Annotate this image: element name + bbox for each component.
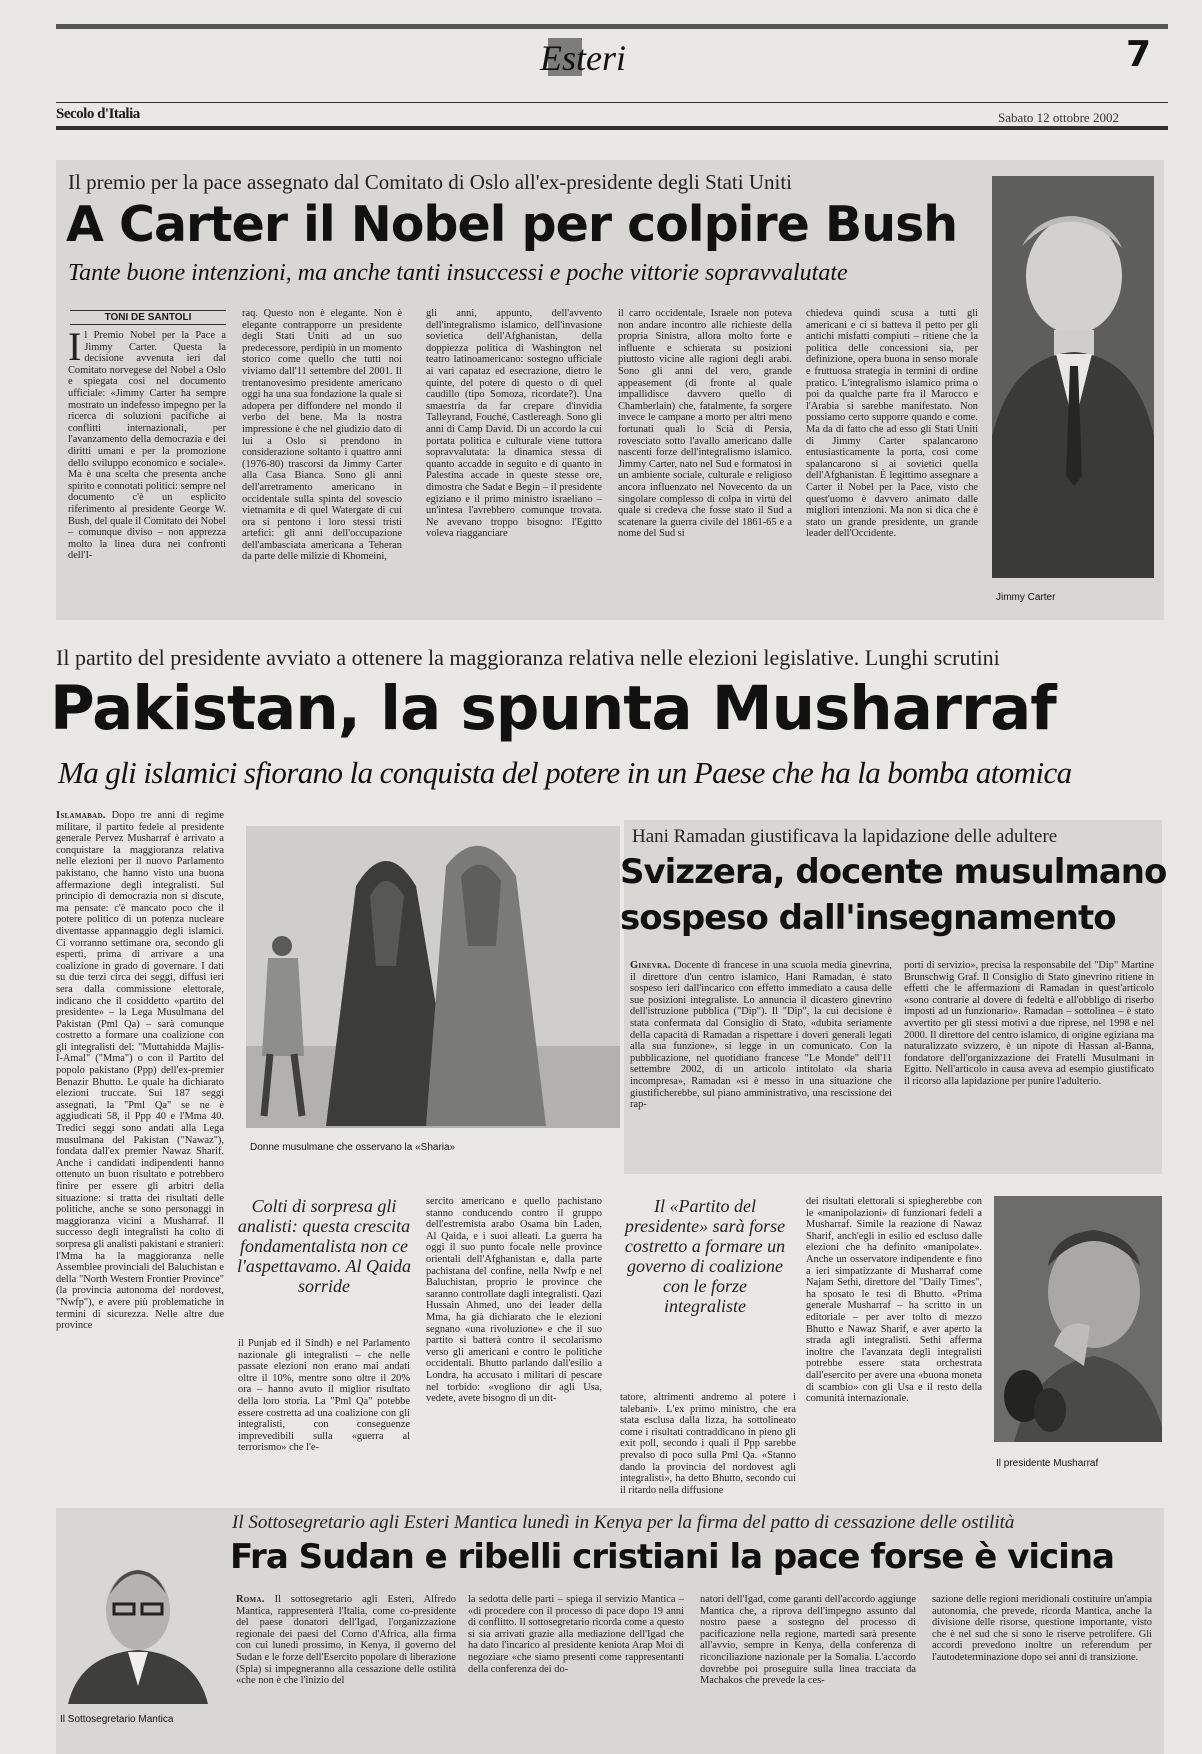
carter-headline: A Carter il Nobel per colpire Bush xyxy=(66,196,958,253)
svizzera-headline-line-2: sospeso dall'insegnamento xyxy=(620,898,1116,938)
svizzera-col2-text: porti di servizio», precisa la responsabile del "Dip" Martine Brunschwig Graf. Il Consiglio di Stato ginevrino ritiene in effetti che le affermazioni di Ramadan in quest'articolo «sono contrarie al dovere di fedeltà e all'obbligo di riserbo imposti ad un funzionario». Ramadan – sottolinea – è stato avvertito per gli stessi motivi a due riprese, nel 1998 e nel 2000. Il direttore del centro islamico, di origine egiziana ma naturalizzato svizzero, è un nipote di Hassan al-Banna, fondatore dell'organizzazione dei Fratelli Musulmani in Egitto. Nell'articolo in causa aveva ad esempio giustificato il ricorso alla lapidazione per punire l'adulterio. xyxy=(904,960,1154,1087)
pakistan-kicker: Il partito del presidente avviato a ottenere la maggioranza relativa nelle elezioni legislative. Lunghi scrutini xyxy=(56,645,1000,670)
masthead-rule-bottom xyxy=(56,126,1168,130)
carter-column-1 xyxy=(68,330,226,606)
sudan-column-3 xyxy=(700,1594,916,1744)
sudan-col4-text: sazione delle regioni meridionali costituire un'ampia autonomia, che prevede, ricorda Mantica, anche la divisione delle risorse, questione importante, visto che è nel sud che si sono le riserve petrolifere. Gli accordi prevedono inoltre un referendum per l'autodeterminazione dopo sei anni di transizione. xyxy=(932,1594,1152,1663)
svizzera-column-1 xyxy=(630,960,892,1160)
svizzera-column-2 xyxy=(904,960,1154,1160)
sudan-dateline: Roma. xyxy=(236,1594,265,1605)
carter-col5-text: chiedeva quindi scusa a tutti gli americani e ci si batteva il petto per gli antichi misfatti compiuti – ritiene che la politica delle concessioni sia, per definizione, opera buona in senso morale e fruttuosa strategia in termini di ordine pratico. L'integralismo islamico prima o poi da qualche parte fra il Marocco e l'Arabia si sarebbe manifestato. Non possiamo certo supporre quando e come. Ma da di fatto che ad esso gli Stati Uniti di Jimmy Carter spalancarono entusiasticamente la porta, così come spalancarono sì ai sovietici quella dell'Afghanistan. È legittimo assegnare a Carter il Nobel per la Pace, visto che quest'uomo è davvero animato dalle migliori intenzioni. Ma non si dica che è stato un grande presidente, un grande leader dell'Occidente. xyxy=(806,308,978,540)
svizzera-col1-text: Docente di francese in una scuola media ginevrina, il direttore d'un centro islamico, Hani Ramadan, è stato sospeso ieri dall'incarico con effetto immediato a causa delle sue posizioni integraliste. Lo annuncia il dicastero ginevrino dell'istruzione pubblica ("Dip"). Il "Dip", la cui decisione è stata confermata dal Consiglio di Stato, «dubita seriamente della capacità di Ramadan a rispettare i doveri generali legati alla sua funzione», si legge in un comunicato. Con la pubblicazione, nel quotidiano francese "Le Monde" dell'11 settembre 2002, di un articolo intitolato «la sharia incompresa», Ramadan «si è messo in una situazione che giustificherebbe, sul piano amministrativo, una rescissione dei rap- xyxy=(630,960,892,1111)
top-rule xyxy=(56,24,1168,29)
svizzera-headline-line-1: Svizzera, docente musulmano xyxy=(620,852,1167,892)
pakistan-column-1 xyxy=(56,810,224,1580)
pakistan-deck: Ma gli islamici sfiorano la conquista del potere in un Paese che ha la bomba atomica xyxy=(58,755,1072,790)
women-photo-illustration xyxy=(246,826,620,1128)
carter-col4-text: il carro occidentale, Israele non poteva non andare incontro alle richieste della propria Sinistra, allora molto forte e influente e schierata su posizioni piuttosto vicine alle ragioni degli arabi. Sono gli anni del vero, grande appeasement (di fronte al quale impallidisce davvero quello di Chamberlain) che, fatalmente, fa sorgere invece le campane a morto per altri meno fortunati quali lo Scià di Persia, rovesciato sotto l'avallo americano dalle nascenti forze dell'integralismo islamico. Jimmy Carter, nato nel Sud e formatosi in un ambiente sociale, culturale e religioso ancora influenzato nel Novecento da un singolare complesso di colpa in virtù del quale si credeva che fosse stato il Sud a scatenare la guerra civile del 1861-65 e a nome del Sud si xyxy=(618,308,792,540)
pakistan-pull-quote-2: Il «Partito del presidente» sarà forse costretto a formare un governo di coalizione con le forze integraliste xyxy=(624,1196,786,1316)
sudan-headline: Fra Sudan e ribelli cristiani la pace forse è vicina xyxy=(230,1537,1114,1577)
musharraf-photo xyxy=(994,1196,1162,1442)
sudan-col3-text: natori dell'Igad, come garanti dell'accordo aggiunge Mantica che, a riprova dell'impegno assunto dal nostro paese a sostegno del processo di pacificazione nella regione, martedì sarà presente all'avvio, sempre in Kenya, della conferenza di riconciliazione nazionale per la Somalia. L'accordo dovrebbe poi proseguire sulla linea tracciata da Machakos che prevede la ces- xyxy=(700,1594,916,1687)
newspaper-name: Secolo d'Italia xyxy=(56,106,140,122)
pakistan-col3-text: sercito americano e quello pachistano stanno conducendo contro il gruppo dell'estremista arabo Osama bin Laden, Al Qaida, e i suoi alleati. La guerra ha oggi il suo punto focale nelle province orientali dell'Afghanistan e, dalla parte pachistana del confine, nella Nwfp e nel Baluchistan, proprio le province che saranno controllate dagli integralisti. Qazi Hussain Ahmed, uno dei leader della Mma, ha già dichiarato che le elezioni segnano «una rivoluzione» e che il suo partito si batterà contro il secolarismo verso gli americani e contro le politiche occidentali. Bhutto parlando dall'esilio a Londra, ha accusato i militari di pescare nel torbido: «vogliono dir agli Usa, vedete, avete bisogno di un dit- xyxy=(426,1196,602,1405)
carter-column-5 xyxy=(806,308,978,606)
sudan-col2-text: la sedotta delle parti – spiega il servizio Mantica – «di procedere con il processo di pace dopo 19 anni di conflitto. Il sottosegretario ricorda come a questo si sia arrivati grazie alla mediazione dell'Igad che ha dato l'incarico al presidente keniota Arap Moi di negoziare «che siamo presenti come rappresentanti della conferenza dei do- xyxy=(468,1594,684,1675)
pakistan-col5-text: dei risultati elettorali si spiegherebbe con le «manipolazioni» di funzionari fedeli a Musharraf. Simile la reazione di Nawaz Sharif, anch'egli in esilio ed escluso dalle elezioni che ha definito «manipolate». Anche un osservatore indipendente e fino a ieri simpatizzante di Musharraf come Najam Sethi, direttore del "Daily Times", ha sposato le tesi di Bhutto. «Prima generale Musharraf – ha scritto in un editoriale – per aver tolto di mezzo Bhutto e Nawaz Sharif, e aver aperto la strada agli integralisti. Sethi afferma inoltre che l'avanzata degli integralisti potrebbe essere stata orchestrata dall'esercito per avere una «buona moneta di scambio» con gli Usa e il resto della comunità internazionale. xyxy=(806,1196,982,1405)
carter-col1-text: l Premio Nobel per la Pace a Jimmy Carter. Questa la decisione avvenuta ieri dal Comitato norvegese del Nobel a Oslo e spiegata così nel documento ufficiale: «Jimmy Carter ha sempre mostrato un indefesso impegno per la ricerca di soluzioni pacifiche ai conflitti internazionali, per l'avanzamento della democrazia e dei diritti umani e per la promozione dello sviluppo economico e sociale». Ma è una scelta che presenta anche spirito e connotati politici: sempre nel documento c'è un esplicito riferimento al presidente George W. Bush, del quale il Comitato dei Nobel – comunque diviso – non apprezza molto la linea dura nei confronti dell'I- xyxy=(68,330,226,562)
carter-photo-caption: Jimmy Carter xyxy=(996,592,1056,603)
carter-kicker: Il premio per la pace assegnato dal Comitato di Oslo all'ex-presidente degli Stati Uniti xyxy=(68,170,793,194)
carter-col3-text: gli anni, appunto, dell'avvento dell'integralismo islamico, dell'invasione sovietica dell'Afghanistan, della doppiezza politica di Washington nel teatro latinoamericano: sostegno ufficiale ai vari capataz ed esecrazione, dietro le quinte, del potere di questo o di quel caudillo (tipo Somoza, ricordate?). Una smaestria da far crepare d'invidia Talleyrand, Fouché, Castlereagh. Sono gli anni di Camp David. Di un accordo la cui portata politica e culturale viene tuttora sopravvalutata: la dinamica stessa di quanto accadde in seguito e di quanto in Palestina accade in queste stesse ore, dimostra che Sadat e Begin – il presidente egiziano e il primo ministro israeliano – un'intesa l'avrebbero comunque trovata. Ne avevano troppo bisogno: l'Egitto voleva riagganciare xyxy=(426,308,602,540)
carter-col2-text: raq. Questo non è elegante. Non è elegante contrapporre un presidente degli Stati Uniti ad un suo predecessore, perdipiù in un momento storico come quello che tutti noi viviamo dall'11 settembre del 2001. Il trentanovesimo presidente americano oggi ha una sua fondazione la quale si adopera per diffondere nel mondo il verbo del bene. Ma la nostra impressione è che nel giudizio dato di lui a Oslo si prendono in considerazione soltanto i quattro anni (1976-80) trascorsi da Jimmy Carter alla Casa Bianca. Sono gli anni dell'arretramento americano in occidentale sulla spinta del sovescio vietnamita e di quel Watergate di cui ora si pentono i loro stessi tristi artefici: gli anni dell'occupazione dell'ambasciata americana a Teheran da parte delle milizie di Khomeini, xyxy=(242,308,402,563)
carter-column-3 xyxy=(426,308,602,606)
pakistan-col1-text: Dopo tre anni di regime militare, il partito fedele al presidente generale Pervez Musharraf è arrivato a conquistare la maggioranza relativa nelle elezioni per il nuovo Parlamento pakistano, che hanno visto una buona affermazione degli integralisti. Sul principio di democrazia non si discute, ma pensate: c'è mancato poco che il potere politico di un potenza nucleare diventasse appannaggio degli islamici. Ci vorranno settimane ora, secondo gli esperti, prima di arrivare a una coalizione in grado di governare. I dati su due terzi circa dei seggi, diffusi ieri sera dalla commissione elettorale, indicano che il cosiddetto «partito del presidente» – la Lega Musulmana del Pakistan (Pml Qa) – sarà comunque costretto a formare una coalizione con gli integralisti del: "Muttahidda Majlis-I-Amal" ("Mma") o con il Partito del popolo pakistano (Ppp) dell'ex-premier Benazir Bhutto. Le quale ha dichiarato elezioni truccate. Sui 187 seggi assegnati, la "Pml Qa" se ne è aggiudicati 58, il Ppp 40 e l'Mma 40. Tredici seggi sono andati alla Lega musulmana del Pakistan ("Nawaz"), fondata dall'ex premier Nawaz Sharif. Anche i candidati indipendenti hanno ottenuto un buon risultato e potrebbero finire per essere gli arbitri della situazione: si tratta dei risultati delle politiche, anche se sono personaggi in maggioranza vicini a Musharraf. Il successo degli integralisti ha colto di sorpresa gli analisti pakistani e stranieri: l'Mma ha la maggioranza nelle Assemblee provinciali del Baluchistan e della "North Western Frontier Province" (la provincia autonoma del nordovest, "Nwfp"), e avere più problematiche in termini di sicurezza. Nelle altre due province xyxy=(56,810,224,1332)
pakistan-col4-text: tatore, altrimenti andremo al potere i talebani». L'ex primo ministro, che era stata esclusa dalla lizza, ha sottolineato come i risultati contraddicano in pieno gli exit poll, secondo i quali il Ppp sarebbe prevalso di poco sulla Pml Qa. «Stanno dando la provincia del nordovest agli integralisti», ha detto Bhutto, secondo cui il ritardo nella diffusione xyxy=(620,1392,796,1496)
women-photo-caption: Donne musulmane che osservano la «Sharia» xyxy=(250,1142,456,1153)
women-photo xyxy=(246,826,620,1128)
pakistan-pull-quote-1: Colti di sorpresa gli analisti: questa crescita fondamentalista non ce l'aspettavamo. Al Qaida sorride xyxy=(236,1196,411,1296)
sudan-col1-text: Il sottosegretario agli Esteri, Alfredo Mantica, rappresenterà l'Italia, come co-presidente del paese donatori dell'Igad, l'organizzazione regionale dei paesi del Corno d'Africa, alla firma con cui lunedì prossimo, in Kenya, il governo del Sudan e le forze dell'Esercito popolare di liberazione (Spla) si impegneranno alla cessazione delle ostilità «che non è che l'inizio del xyxy=(236,1594,456,1687)
pakistan-dateline: Islamabad. xyxy=(56,810,106,821)
carter-photo xyxy=(992,176,1154,578)
mantica-portrait-illustration xyxy=(58,1546,218,1704)
carter-column-2 xyxy=(242,308,402,606)
svizzera-kicker: Hani Ramadan giustificava la lapidazione delle adultere xyxy=(632,826,1058,847)
section-title xyxy=(540,38,662,78)
svizzera-dateline: Ginevra. xyxy=(630,960,671,971)
carter-column-4 xyxy=(618,308,792,606)
pakistan-col2-text: il Punjab ed il Sindh) e nel Parlamento nazionale gli integralisti – che nelle passate elezioni non erano mai andati oltre il 10%, mentre sono oltre il 20% ora – hanno avuto il miglior risultato della loro storia. La "Pml Qa" potebbe essere costretta ad una coalizione con gli integralisti, con conseguenze imprevedibili sulla «guerra al terrorismo» che l'e- xyxy=(238,1338,410,1454)
section-title-text: Esteri xyxy=(540,38,626,78)
masthead-rule-top xyxy=(56,102,1168,103)
mantica-photo-caption: Il Sottosegretario Mantica xyxy=(60,1714,174,1725)
carter-byline: TONI DE SANTOLI xyxy=(70,310,226,325)
sudan-kicker: Il Sottosegretario agli Esteri Mantica lunedì in Kenya per la firma del patto di cessazione delle ostilità xyxy=(232,1512,1015,1533)
sudan-column-1 xyxy=(236,1594,456,1744)
carter-dropcap: I xyxy=(68,330,82,369)
carter-portrait-illustration xyxy=(992,176,1154,578)
page-number: 7 xyxy=(1126,34,1152,75)
musharraf-photo-caption: Il presidente Musharraf xyxy=(996,1458,1099,1469)
musharraf-portrait-illustration xyxy=(994,1196,1162,1442)
mantica-photo xyxy=(58,1546,218,1704)
carter-deck: Tante buone intenzioni, ma anche tanti insuccessi e poche vittorie sopravvalutate xyxy=(68,260,848,286)
sudan-column-4 xyxy=(932,1594,1152,1744)
pakistan-headline: Pakistan, la spunta Musharraf xyxy=(50,673,1056,744)
sudan-column-2 xyxy=(468,1594,684,1744)
issue-date: Sabato 12 ottobre 2002 xyxy=(998,110,1119,125)
